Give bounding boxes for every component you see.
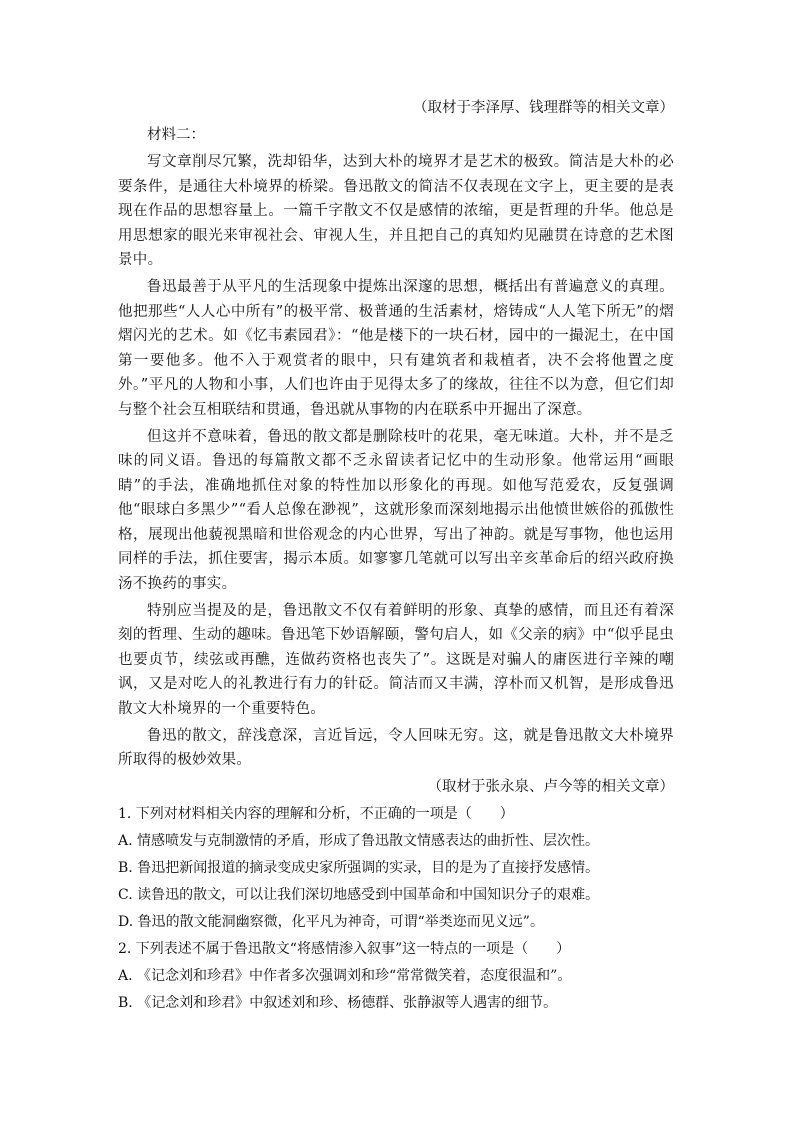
option-b: B. 鲁迅把新闻报道的摘录变成史家所强调的实录，目的是为了直接抒发感情。 — [118, 860, 600, 876]
paragraph: 特别应当提及的是，鲁迅散文不仅有着鲜明的形象、真挚的感情，而且还有着深刻的哲理、生动的趣味。鲁迅笔下妙语解颐，警句启人，如《父亲的病》中“似乎昆虫也要贞节，续弦或再醮，连做药资格也丧失了”。这既是对骗人的庸医进行辛辣的嘲讽，又是对吃人的礼教进行有力的针砭。简洁而又丰满，淳朴而又机智，是形成鲁迅散文大朴境界的一个重要特色。 — [118, 602, 674, 717]
option-c: C. 读鲁迅的散文，可以让我们深切地感受到中国革命和中国知识分子的艰难。 — [118, 887, 600, 903]
question-2 — [118, 937, 674, 1018]
option-a: A. 《记念刘和珍君》中作者多次强调刘和珍“常常微笑着，态度很温和”。 — [118, 968, 572, 984]
question-1 — [118, 802, 674, 937]
material-label: 材料二： — [147, 127, 205, 143]
paragraph: 但这并不意味着，鲁迅的散文都是删除枝叶的花果，毫无味道。大朴，并不是乏味的同义语。鲁迅的每篇散文都不乏永留读者记忆中的生动形象。他常运用“画眼睛”的手法，准确地抓住对象的特性加以形象化的再现。如他写范爱农，反复强调他“眼球白多黑少”“看人总像在渺视”，这就形象而深刻地揭示出他愤世嫉俗的孤傲性格，展现出他藐视黑暗和世俗观念的内心世界，写出了神韵。就是写事物，他也运用同样的手法，抓住要害，揭示本质。如寥寥几笔就可以写出辛亥革命后的绍兴政府换汤不换药的事实。 — [118, 428, 674, 592]
question-stem: 2. 下列表述不属于鲁迅散文“将感情渗入叙事”这一特点的一项是（ ） — [118, 941, 571, 957]
option-a: A. 情感喷发与克制激情的矛盾，形成了鲁迅散文情感表达的曲折性、层次性。 — [118, 833, 600, 849]
paragraph: 鲁迅的散文，辞浅意深，言近旨远，令人回味无穷。这，就是鲁迅散文大朴境界所取得的极妙效果。 — [118, 727, 674, 768]
document-page — [118, 96, 674, 1018]
option-d: D. 鲁迅的散文能洞幽察微，化平凡为神奇，可谓“举类迩而见义远”。 — [118, 914, 544, 930]
question-stem: 1. 下列对材料相关内容的理解和分析，不正确的一项是（ ） — [118, 806, 514, 822]
source-citation-1: （取材于李泽厚、钱理群等的相关文章） — [413, 100, 674, 116]
source-citation-2: （取材于张永泉、卢今等的相关文章） — [427, 779, 674, 795]
option-b: B. 《记念刘和珍君》中叙述刘和珍、杨德群、张静淑等人遇害的细节。 — [118, 995, 558, 1011]
paragraph: 写文章削尽冗繁，洗却铅华，达到大朴的境界才是艺术的极致。简洁是大朴的必要条件，是通往大朴境界的桥梁。鲁迅散文的简洁不仅表现在文字上，更主要的是表现在作品的思想容量上。一篇千字散文不仅是感情的浓缩，更是哲理的升华。他总是用思想家的眼光来审视社会、审视人生，并且把自己的真知灼见融贯在诗意的艺术图景中。 — [118, 154, 674, 268]
paragraph: 鲁迅最善于从平凡的生活现象中提炼出深邃的思想，概括出有普遍意义的真理。他把那些“人人心中所有”的极平常、极普通的生活素材，熔铸成“人人笔下所无”的熠熠闪光的艺术。如《忆韦素园君》：“他是楼下的一块石材，园中的一撮泥土，在中国第一要他多。他不入于观赏者的眼中，只有建筑者和栽植者，决不会将他置之度外。”平凡的人物和小事，人们也许由于见得太多了的缘故，往往不以为意，但它们却与整个社会互相联结和贯通，鲁迅就从事物的内在联系中开掘出了深意。 — [118, 279, 674, 418]
